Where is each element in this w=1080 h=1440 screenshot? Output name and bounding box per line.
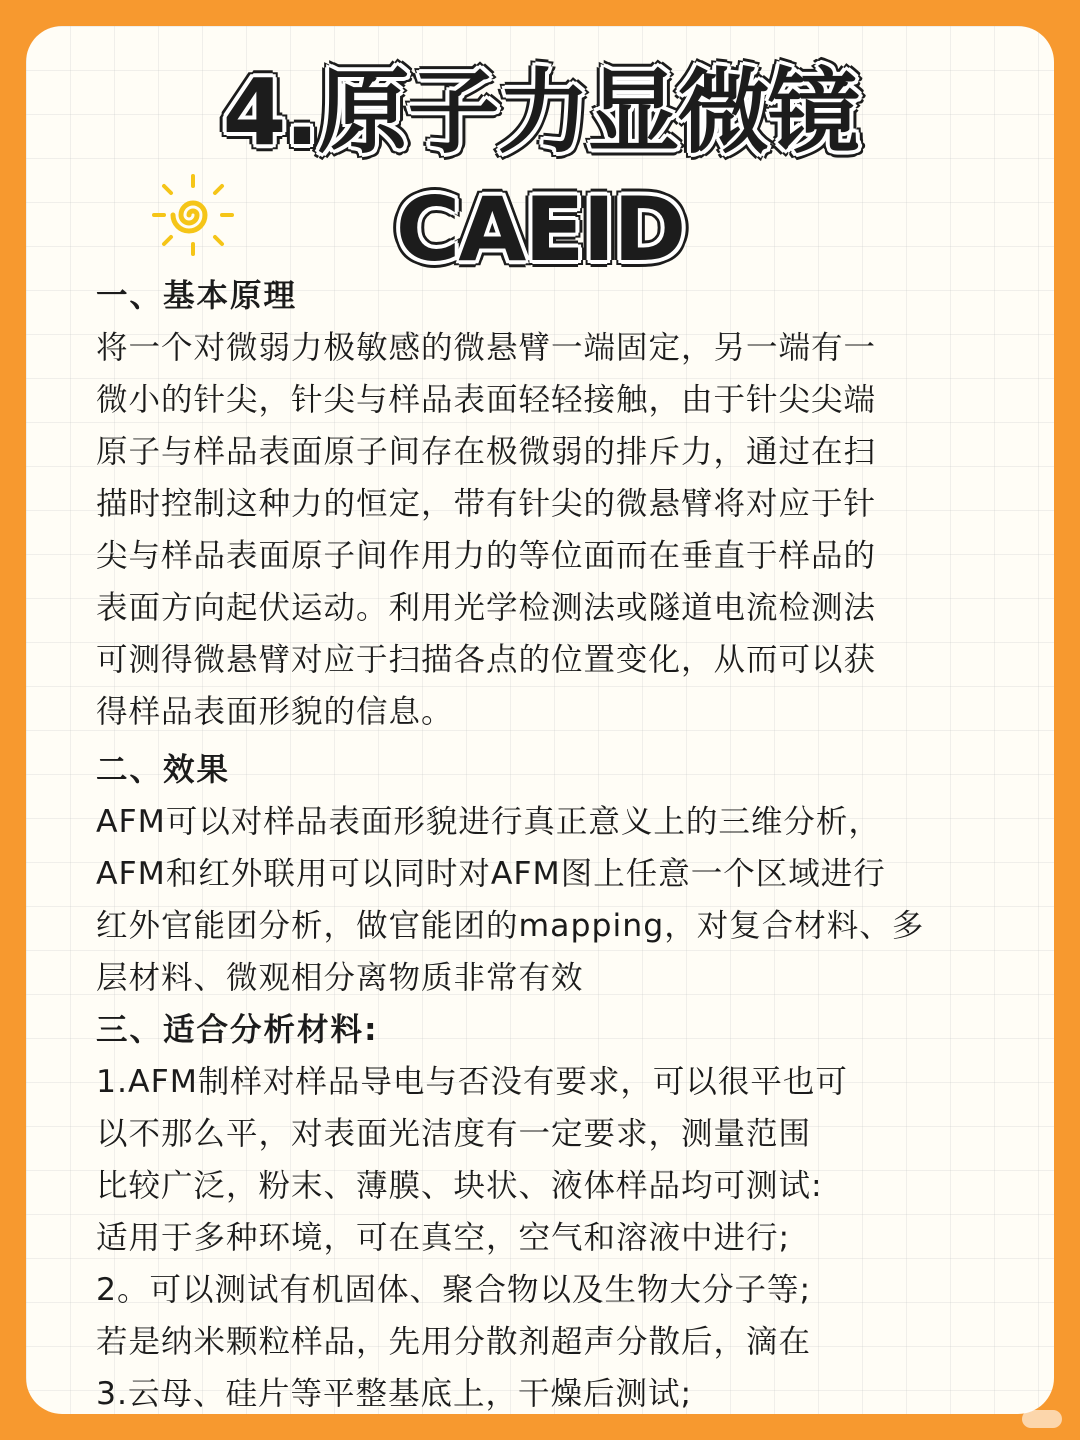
paragraph-line: 描时控制这种力的恒定，带有针尖的微悬臂将对应于针 [96, 486, 877, 522]
paragraph-line: 2。可以测试有机固体、聚合物以及生物大分子等; [96, 1272, 812, 1308]
paragraph-line: 微小的针尖，针尖与样品表面轻轻接触，由于针尖尖端 [96, 382, 877, 418]
paragraph-line: 将一个对微弱力极敏感的微悬臂一端固定，另一端有一 [96, 330, 877, 366]
page-subtitle: CAEID [395, 178, 685, 281]
paragraph-line: 以不那么平，对表面光洁度有一定要求，测量范围 [96, 1116, 812, 1152]
section-heading-principle: 一、基本原理 [96, 278, 298, 314]
page-title: 4.原子力显微镜 [222, 59, 858, 166]
article-body [96, 270, 1036, 1420]
paragraph-line: 尖与样品表面原子间作用力的等位面而在垂直于样品的 [96, 538, 877, 574]
paragraph-line: 比较广泛，粉末、薄膜、块状、液体样品均可测试: [96, 1168, 823, 1204]
paragraph-line: 可测得微悬臂对应于扫描各点的位置变化，从而可以获 [96, 642, 877, 678]
section-heading-effect: 二、效果 [96, 752, 231, 788]
paragraph-line: 红外官能团分析，做官能团的mapping，对复合材料、多 [96, 908, 925, 944]
paragraph-line: 表面方向起伏运动。利用光学检测法或隧道电流检测法 [96, 590, 877, 626]
paragraph-line: 层材料、微观相分离物质非常有效 [96, 960, 584, 996]
section-heading-materials: 三、适合分析材料: [96, 1012, 379, 1048]
sun-swirl-icon [150, 172, 236, 258]
paragraph-line: 原子与样品表面原子间存在极微弱的排斥力，通过在扫 [96, 434, 877, 470]
paragraph-line: 若是纳米颗粒样品，先用分散剂超声分散后，滴在 [96, 1324, 812, 1360]
paragraph-line: 1.AFM制样对样品导电与否没有要求，可以很平也可 [96, 1064, 848, 1100]
paragraph-line: 适用于多种环境，可在真空，空气和溶液中进行; [96, 1220, 791, 1256]
paragraph-line: 3.云母、硅片等平整基底上，干燥后测试; [96, 1376, 693, 1412]
paragraph-line: AFM和红外联用可以同时对AFM图上任意一个区域进行 [96, 856, 886, 892]
watermark-badge [1022, 1410, 1062, 1428]
paragraph-line: 得样品表面形貌的信息。 [96, 694, 454, 730]
paragraph-line: AFM可以对样品表面形貌进行真正意义上的三维分析， [96, 804, 881, 840]
